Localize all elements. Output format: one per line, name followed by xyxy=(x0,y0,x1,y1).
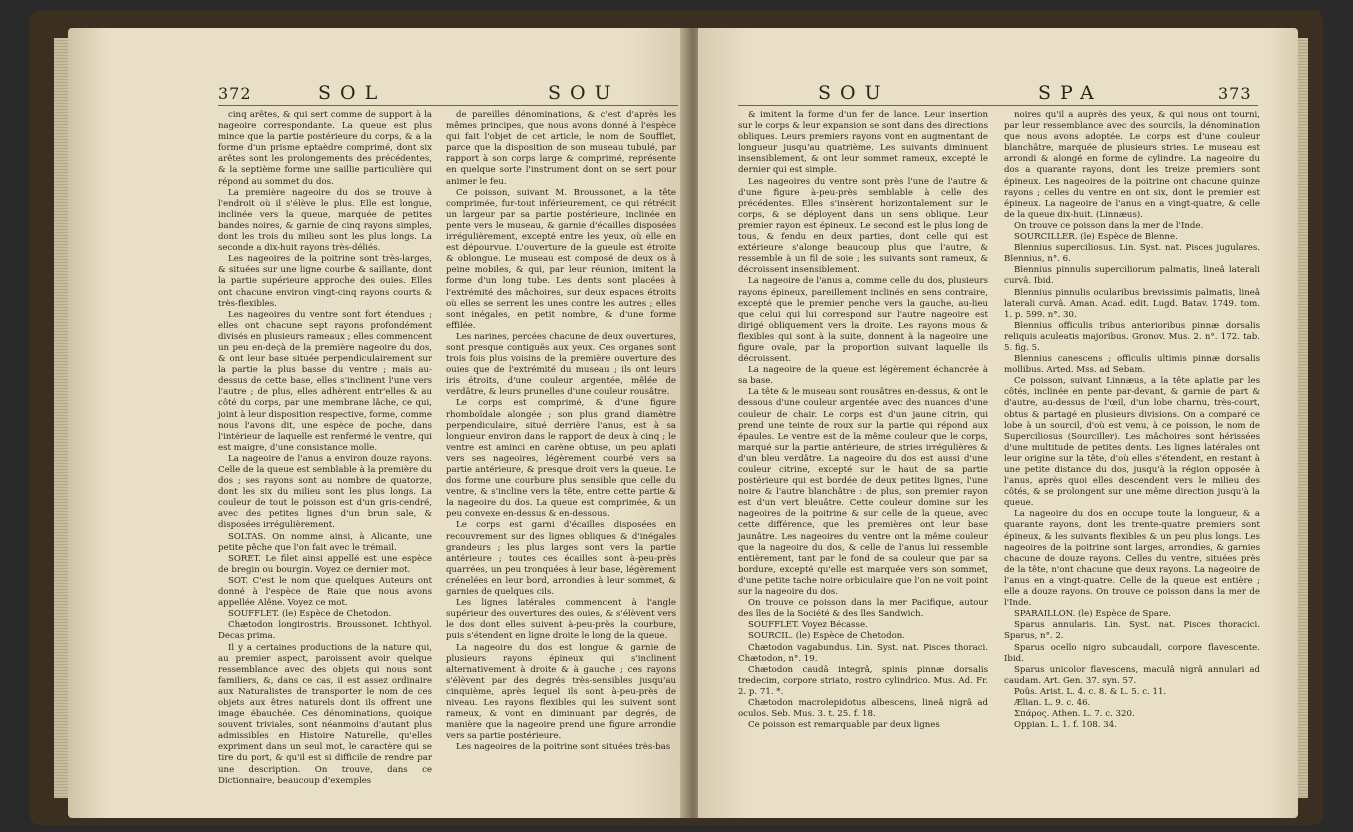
left-column-2 xyxy=(446,110,676,753)
paragraph: SPARAILLON. (le) Espèce de Spare. xyxy=(1014,609,1171,620)
paragraph: Chætodon longirostris. Broussonet. Ichthyol. Decas prima. xyxy=(218,620,432,642)
paragraph: Les nageoires de la poitrine sont très-larges, & situées sur une ligne courbe & saillante, dont la partie supérieure approche des ouies. Elles ont chacune environ vingt-cinq rayons courts & très-flexibles. xyxy=(218,254,432,309)
paragraph: Blennius pinnulis superciliorum palmatis, lineâ laterali curvâ. Ibid. xyxy=(1004,265,1260,287)
paragraph: La nageoire du dos est longue & garnie de plusieurs rayons épineux qui s'inclinent alternativement à droite & à gauche ; ces rayons s'élèvent par des degrés très-sensibles jusqu'au cinquième, après lequel ils sont à-peu-près de niveau. Les rayons flexibles qui les suivent sont rameux, & vont en diminuant par degrés, de manière que la nageoire prend une figure arrondie vers sa partie postérieure. xyxy=(446,642,676,742)
paragraph: La tête & le museau sont rousâtres en-dessus, & ont le dessous d'une couleur argentée avec des nuances d'une couleur de chair. Le corps est d'un jaune citrin, qui prend une teinte de roux sur la partie qui répond aux épaules. Le ventre est de la même couleur que le corps, marqué sur la partie antérieure, de stries irrégulières & d'un bleu verdâtre. La nageoire du dos est aussi d'une couleur citrine, excepté sur le haut de sa partie postérieure qui est bordée de deux petites lignes, l'une noire & l'autre blanchâtre : de plus, son premier rayon est d'un vert bleuâtre. Cette couleur domine sur les nageoires de la poitrine & sur celle de la queue, avec cette différence, que les premières ont leur base jaunâtre. Les nageoires du ventre ont la même couleur que la nageoire du dos, & celle de l'anus lui ressemble entièrement, tant par le fond de sa couleur que par sa bordure, excepté qu'elle est marquée vers son sommet, d'une petite tache noire orbiculaire que l'on ne voit point sur la nageoire du dos. xyxy=(738,387,988,598)
book xyxy=(30,10,1323,825)
paragraph: Les nageoires de la poitrine sont situées très-bas xyxy=(456,742,671,753)
paragraph: Ce poisson, suivant M. Broussonet, a la tête comprimée, fur-tout inférieurement, ce qui rétrécit un largeur par sa partie postérieure, inclinée en pente vers le museau, & garnie d'écailles disposées irrégulièrement, excepté entre les yeux, où elle en est dépourvue. L'ouverture de la gueule est étroite & oblongue. Le museau est composé de deux os à peine mobiles, & qui, par leur réunion, imitent la forme d'un long tube. Les dents sont placées à l'extrémité des mâchoires, sur deux espaces étroits où elles se serrent les unes contre les autres ; elles sont inégales, en petit nombre, & d'une forme effilée. xyxy=(446,187,676,331)
paragraph: Blennius superciliosus. Lin. Syst. nat. Pisces jugulares. Blennius, n°. 6. xyxy=(1004,243,1260,265)
right-page-number: 373 xyxy=(1218,84,1252,103)
right-page xyxy=(698,28,1298,818)
left-running-head-2: SOU xyxy=(548,82,620,104)
paragraph: Ælian. L. 9. c. 46. xyxy=(1014,697,1091,708)
paragraph: La nageoire du dos en occupe toute la longueur, & a quarante rayons, dont les trente-quatre premiers sont épineux, & les suivants flexibles & un peu plus longs. Les nageoires de la poitrine sont larges, arrondies, & garnies chacune de douze rayons. Celles du ventre, situées près de la tête, n'ont chacune que deux rayons. La nageoire de l'anus en a vingt-quatre. Celle de la queue est entière ; elle a douze rayons. On trouve ce poisson dans la mer de l'Inde. xyxy=(1004,509,1260,609)
paragraph: Le corps est comprimé, & d'une figure rhomboïdale alongée ; son plus grand diamètre perpendiculaire, situé derrière l'anus, est à sa longueur environ dans le rapport de deux à cinq ; le ventre est aminci en carène obtuse, un peu aplati vers ses nageoires, légèrement courbé vers sa partie antérieure, & presque droit vers la queue. Le dos forme une courbure plus sensible que celle du ventre, & s'incline vers la tête, entre cette partie & la nageoire du dos. La queue est comprimée, & un peu convexe en-dessus & en-dessous. xyxy=(446,398,676,520)
paragraph: Les lignes latérales commencent à l'angle supérieur des ouvertures des ouies, & s'élèvent vers le dos dont elles suivent à-peu-près la courbure, puis s'étendent en ligne droite le long de la queue. xyxy=(446,598,676,642)
paragraph: Chætodon caudâ integrâ, spinis pinnæ dorsalis tredecim, corpore striato, rostro cylindrico. Mus. Ad. Fr. 2. p. 71. *. xyxy=(738,664,988,697)
paragraph: Poûs. Arist. L. 4. c. 8. & L. 5. c. 11. xyxy=(1014,686,1167,697)
paragraph: La nageoire de l'anus a environ douze rayons. Celle de la queue est semblable à la première du dos ; ses rayons sont au nombre de quatorze, dont les six du milieu sont les plus longs. La couleur de tout le poisson est d'un gris-cendré, avec des petites lignes d'un brun sale, & disposées irrégulièrement. xyxy=(218,453,432,531)
paragraph: La première nageoire du dos se trouve à l'endroit où il s'élève le plus. Elle est longue, inclinée vers la queue, marquée de petites bandes noires, & garnie de cinq rayons simples, dont les trois du milieu sont les plus longs. La seconde a dix-huit rayons très-déliés. xyxy=(218,187,432,254)
paragraph: Σπάρος. Athen. L. 7. c. 320. xyxy=(1014,709,1135,720)
paragraph: SORET. Le filet ainsi appellé est une espèce de bregin ou bourgin. Voyez ce dernier mot. xyxy=(218,553,432,575)
paragraph: Ce poisson, suivant Linnæus, a la tête aplatie par les côtés, inclinée en pente par-devant, & garnie de part & d'autre, au-dessus de l'œil, d'un lobe charnu, très-court, obtus & partagé en plusieurs divisions. On a comparé ce lobe à un sourcil, d'où est venu, à ce poisson, le nom de Superciliosus (Sourciller). Les mâchoires sont hérissées d'une multitude de petites dents. Les lignes latérales ont leur origine sur la tête, d'où elles s'étendent, en restant à une petite distance du dos, jusqu'à la région opposée à l'anus, après quoi elles descendent vers le milieu des côtés, & se prolongent sur une même direction jusqu'à la queue. xyxy=(1004,376,1260,509)
paragraph: Chætodon vagabundus. Lin. Syst. nat. Pisces thoraci. Chætodon, n°. 19. xyxy=(738,642,988,664)
paragraph: On trouve ce poisson dans la mer de l'Inde. xyxy=(1014,220,1204,231)
left-page xyxy=(68,28,688,818)
paragraph: cinq arêtes, & qui sert comme de support à la nageoire correspondante. La queue est plus mince que la partie postérieure du corps, & a la forme d'un prisme eptaèdre comprimé, dont six arêtes sont les prolongements des précédentes, & la septième forme une saillie particulière qui répond au sommet du dos. xyxy=(218,110,432,187)
paragraph: Ce poisson est remarquable par deux lignes xyxy=(748,720,940,731)
paragraph: Blennius pinnulis ocularibus brevissimis palmatis, lineâ laterali curvâ. Aman. Acad. edit. Lugd. Batav. 1749. tom. 1. p. 599. n°. 30. xyxy=(1004,287,1260,320)
paragraph: SOUFFLET. Voyez Bécasse. xyxy=(748,620,868,631)
paragraph: noires qu'il a auprès des yeux, & qui nous ont tourni, par leur ressemblance avec des sourcils, la dénomination que nous avons adoptée. Le corps est d'une couleur blanchâtre, marquée de plusieurs stries. Le museau est arrondi & alongé en forme de cylindre. La nageoire du dos a quarante rayons, dont les treize premiers sont épineux. Les nageoires de la poitrine ont chacune quinze rayons ; celles du ventre en ont six, dont le premier est épineux. La nageoire de l'anus en a vingt-quatre, & celle de la queue dix-huit. (Linnæus). xyxy=(1004,110,1260,220)
paragraph: La nageoire de la queue est légèrement échancrée à sa base. xyxy=(738,365,988,387)
paragraph: de pareilles dénominations, & c'est d'après les mêmes principes, que nous avons donné à l'espèce qui fait l'objet de cet article, le nom de Soufflet, parce que la disposition de son museau tubulé, par rapport à son corps large & comprimé, représente en quelque sorte l'instrument dont on se sert pour animer le feu. xyxy=(446,110,676,187)
paragraph: Blennius officulis tribus anterioribus pinnæ dorsalis reliquis aculeatis majoribus. Gronov. Mus. 2. n°. 172. tab. 5. fig. 5. xyxy=(1004,320,1260,353)
left-running-head-1: SOL xyxy=(318,82,387,104)
paragraph: Chætodon macrolepidotus albescens, lineâ nigrâ ad oculos. Seb. Mus. 3. t. 25. f. 18. xyxy=(738,697,988,720)
paragraph: SOLTAS. On nomme ainsi, à Alicante, une petite pêche que l'on fait avec le trémail. xyxy=(218,531,432,553)
right-column-2 xyxy=(1004,110,1260,731)
right-running-head-2: SPA xyxy=(1038,82,1103,104)
paragraph: Blennius canescens ; officulis ultimis pinnæ dorsalis mollibus. Arted. Mss. ad Sebam. xyxy=(1004,354,1260,376)
paragraph: Oppian. L. 1. f. 108. 34. xyxy=(1014,720,1117,731)
paragraph: SOUFFLET. (le) Espèce de Chetodon. xyxy=(228,609,392,620)
right-running-head-1: SOU xyxy=(818,82,890,104)
left-header-rule xyxy=(218,105,678,106)
right-header-rule xyxy=(738,105,1258,106)
left-column-1 xyxy=(218,110,432,787)
paragraph: On trouve ce poisson dans la mer Pacifique, autour des îles de la Société & des îles Sandwich. xyxy=(738,598,988,620)
paragraph: Sparus annularis. Lin. Syst. nat. Pisces thoracici. Sparus, n°. 2. xyxy=(1004,620,1260,642)
paragraph: Sparus ocello nigro subcaudali, corpore flavescente. Ibid. xyxy=(1004,642,1260,664)
paragraph: Les nageoires du ventre sont près l'une de l'autre & d'une figure à-peu-près semblable à celle des précédentes. Elles s'insèrent horizontalement sur le corps, & se déployent dans un sens oblique. Leur premier rayon est épineux. Le second est le plus long de tous, & fendu en deux parties, dont celle qui est extérieure s'alonge beaucoup plus que l'autre, & ressemble à un fil de soie ; les suivants sont rameux, & décroissent insensiblement. xyxy=(738,176,988,276)
paragraph: Le corps est garni d'écailles disposées en recouvrement sur des lignes obliques & d'inégales grandeurs ; les plus larges sont vers la partie antérieure ; toutes ces écailles sont à-peu-près quarrées, un peu tronquées à leur base, légèrement crénelées en leur bord, arrondies à leur sommet, & garnies de quelques cils. xyxy=(446,520,676,598)
paragraph: SOURCILLER. (le) Espèce de Blenne. xyxy=(1014,232,1178,243)
paragraph: SOT. C'est le nom que quelques Auteurs ont donné à l'espèce de Raie que nous avons appellée Alêne. Voyez ce mot. xyxy=(218,575,432,609)
paragraph: Sparus unicolor flavescens, maculâ nigrâ annulari ad caudam. Art. Gen. 37. syn. 57. xyxy=(1004,664,1260,686)
paragraph: Les nageoires du ventre sont fort étendues ; elles ont chacune sept rayons profondément divisés en plusieurs rameaux ; elles commencent un peu en-deçà de la première nageoire du dos, & ont leur base située perpendiculairement sur la partie la plus basse du ventre ; mais au-dessus de cette base, elles s'inclinent l'une vers l'autre ; de plus, elles adhèrent entr'elles & au côté du corps, par une membrane lâche, ce qui, joint à leur disposition respective, forme, comme nous l'avons dit, une espèce de poche, dans l'intérieur de laquelle est renfermé le ventre, qui est maigre, d'une consistance molle. xyxy=(218,309,432,453)
right-column-1 xyxy=(738,110,988,731)
paragraph: SOURCIL. (le) Espèce de Chetodon. xyxy=(748,631,906,642)
left-page-number: 372 xyxy=(218,84,252,103)
paragraph: Les narines, percées chacune de deux ouvertures, sont presque contiguës aux yeux. Ces organes sont trois fois plus voisins de la première ouverture des ouies que de l'extrémité du museau ; ils ont leurs iris étroits, d'une couleur argentée, mêlée de verdâtre, & leurs prunelles d'une couleur rousâtre. xyxy=(446,331,676,398)
paragraph: Il y a certaines productions de la nature qui, au premier aspect, paroissent avoir quelque ressemblance avec des objets qui nous sont familiers, &, dans ce cas, il est assez ordinaire aux Naturalistes de transporter le nom de ces objets aux êtres naturels dont ils offrent une image ébauchée. Ces dénominations, quoique souvent triviales, sont néanmoins d'autant plus admissibles en Histoire Naturelle, qu'elles expriment dans un seul mot, le caractère qui se tire du port, & qu'il est si difficile de rendre par une description. On trouve, dans ce Dictionnaire, beaucoup d'exemples xyxy=(218,642,432,786)
paragraph: & imitent la forme d'un fer de lance. Leur insertion sur le corps & leur expansion se sont dans des directions obliques. Leurs premiers rayons vont en augmentant de longueur jusqu'au quatrième. Les suivants diminuent insensiblement, & ont leur sommet rameux, excepté le dernier qui est simple. xyxy=(738,110,988,176)
paragraph: La nageoire de l'anus a, comme celle du dos, plusieurs rayons épineux, pareillement inclinés en sens contraire, excepté que le premier penche vers la gauche, au-lieu que celui qui lui correspond sur l'autre nageoire est dirigé obliquement vers la droite. Les rayons mous & flexibles qui sont à la suite, donnent à la nageoire une figure ovale, par la proportion suivant laquelle ils décroissent. xyxy=(738,276,988,365)
